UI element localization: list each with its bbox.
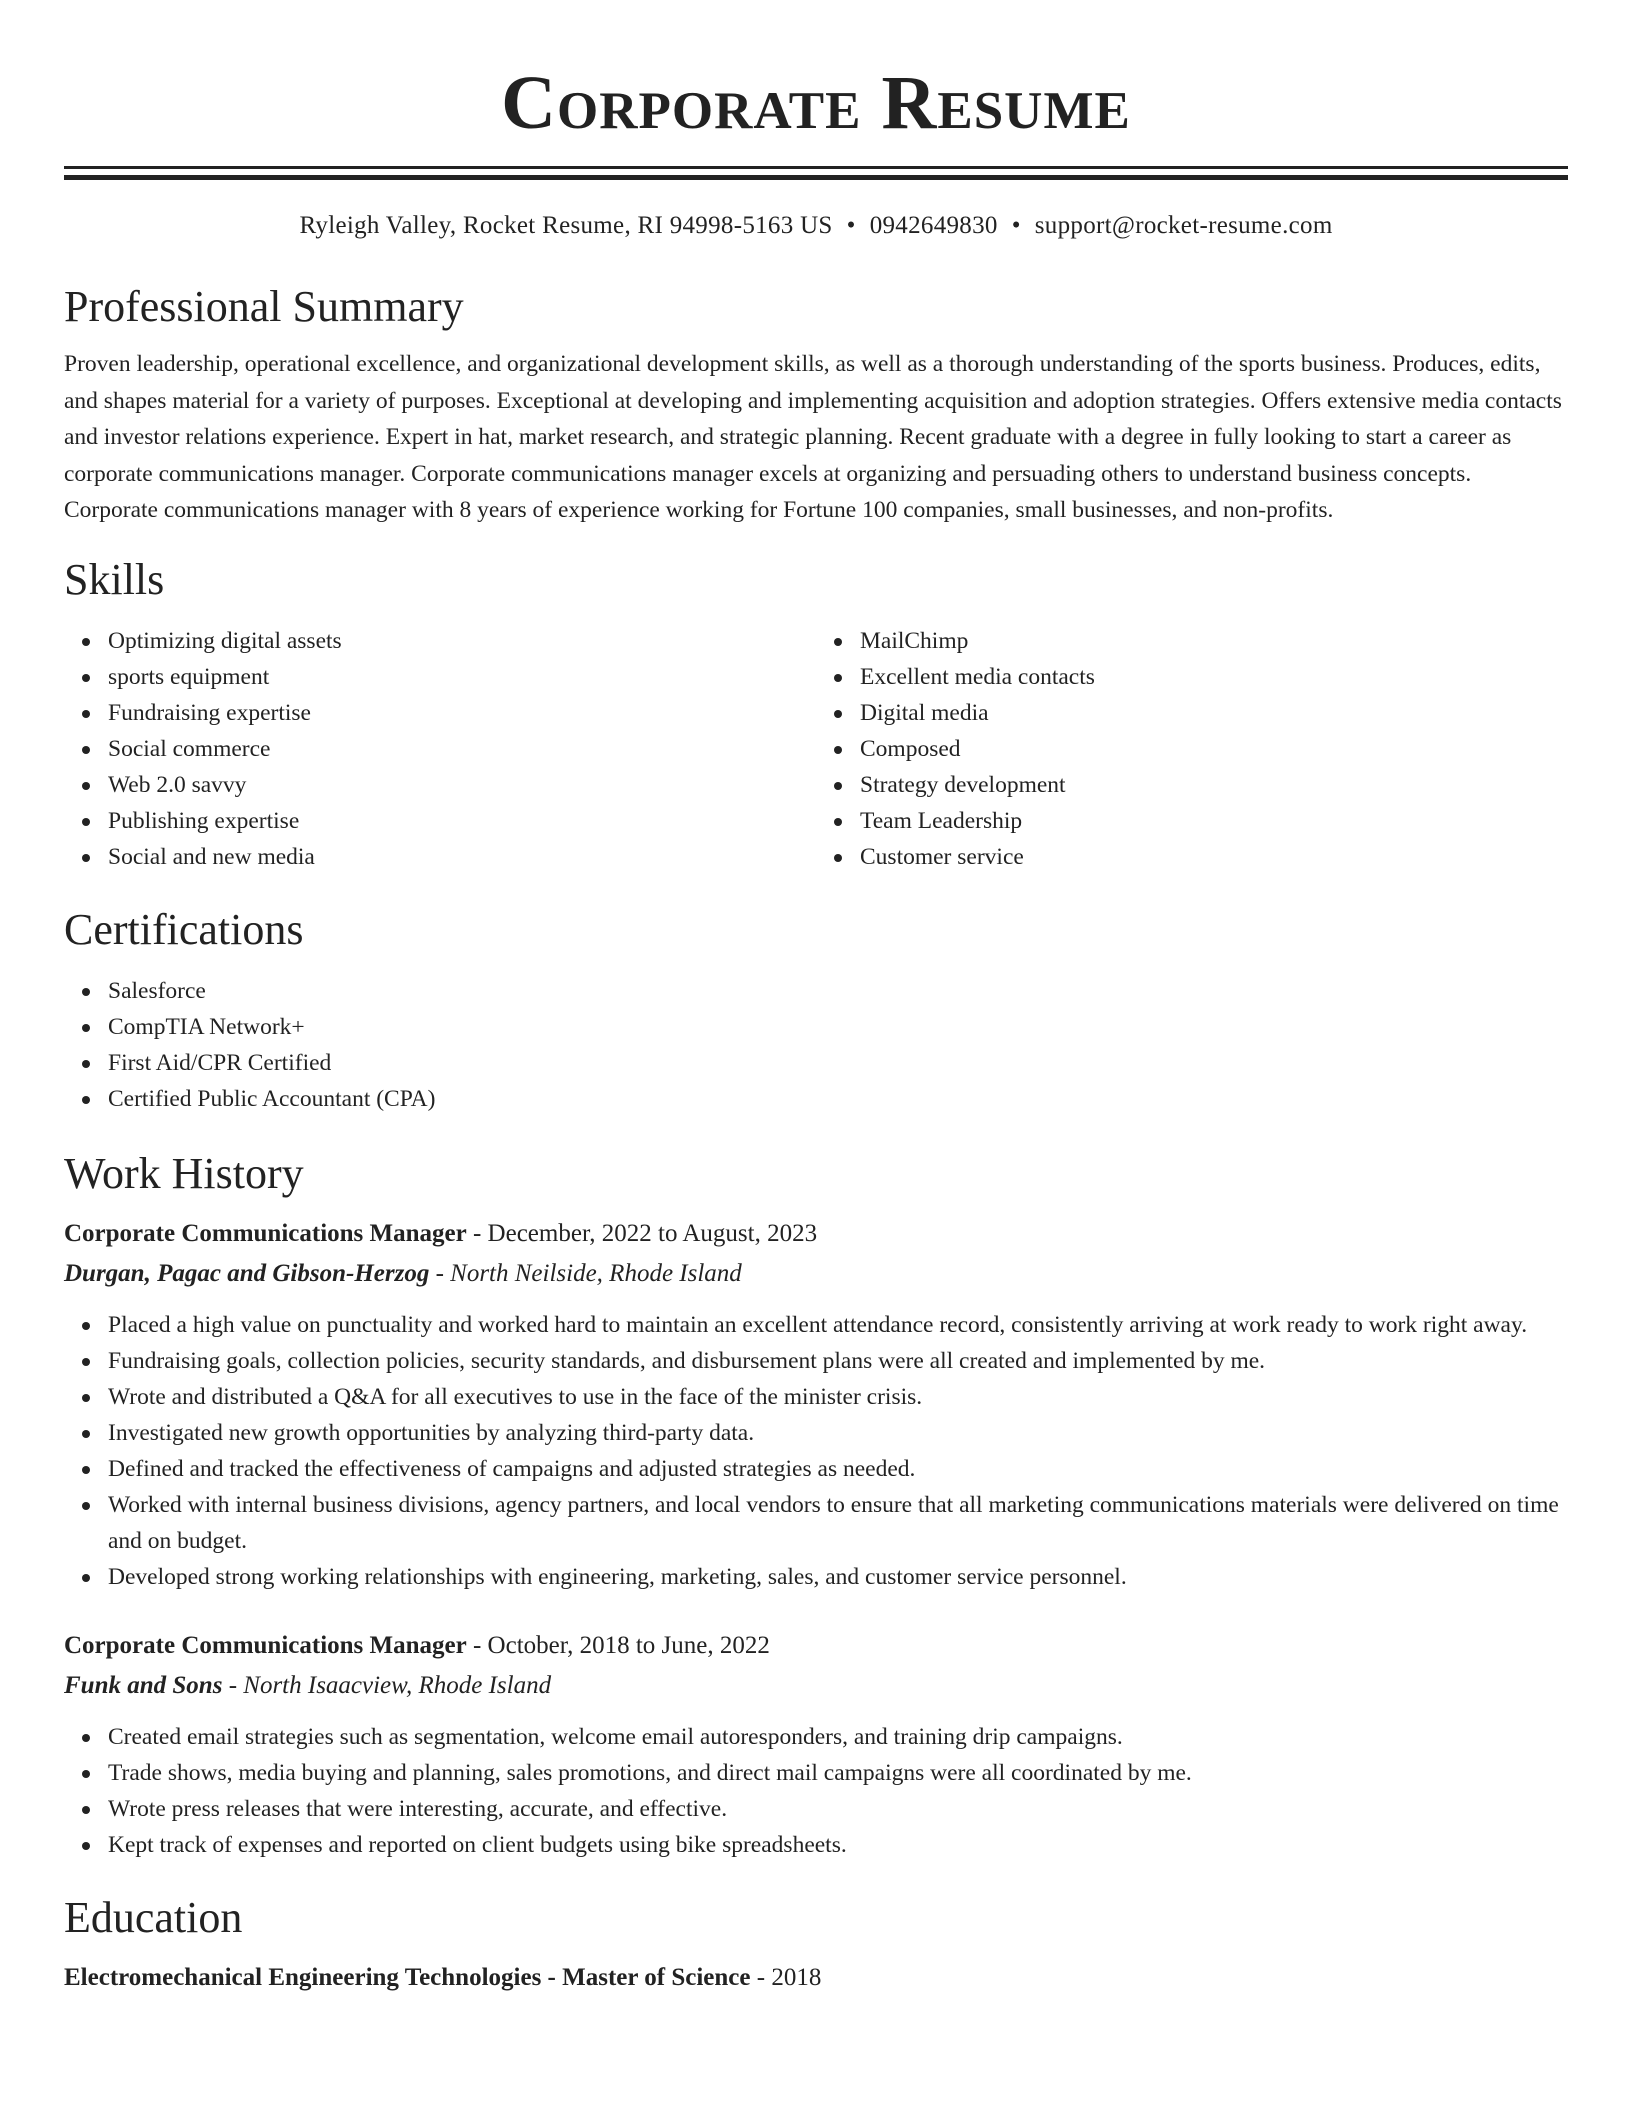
skills-list-right [816, 623, 1568, 875]
contact-address: Ryleigh Valley, Rocket Resume, RI 94998-5163 US [299, 212, 833, 239]
certification-item: Certified Public Accountant (CPA) [108, 1081, 1568, 1117]
job-bullet: Created email strategies such as segmentation, welcome email autoresponders, and training drip campaigns. [108, 1719, 1568, 1755]
job-title-line [64, 1215, 1568, 1253]
job-title: Corporate Communications Manager [64, 1631, 467, 1659]
job-title-line [64, 1627, 1568, 1665]
job-dates: - December, 2022 to August, 2023 [466, 1219, 818, 1247]
title-divider-top [64, 166, 1568, 169]
certification-item: First Aid/CPR Certified [108, 1045, 1568, 1081]
job-bullet: Worked with internal business divisions, agency partners, and local vendors to ensure that all marketing communications materials were delivered on time and on budget. [108, 1487, 1568, 1559]
skill-item: Web 2.0 savvy [108, 767, 816, 803]
summary-text: Proven leadership, operational excellence, and organizational development skills, as well as a thorough understanding of the sports business. Produces, edits, and shapes material for a variety of purposes. Exceptional at developing and implementing acquisition and adoption strategies. Offers extensive media contacts and investor relations experience. Expert in hat, market research, and strategic planning. Recent graduate with a degree in fully looking to start a career as corporate communications manager. Corporate communications manager excels at organizing and persuading others to understand business concepts. Corporate communications manager with 8 years of experience working for Fortune 100 companies, small businesses, and non-profits. [64, 351, 1562, 523]
skill-item: Composed [860, 731, 1568, 767]
summary-section [64, 280, 1568, 529]
job-company: Durgan, Pagac and Gibson-Herzog [64, 1259, 430, 1287]
skill-item: Strategy development [860, 767, 1568, 803]
education-section [64, 1891, 1568, 1997]
skill-item: Social and new media [108, 839, 816, 875]
contact-phone: 0942649830 [869, 212, 998, 239]
skills-heading: Skills [64, 554, 165, 604]
certification-item: Salesforce [108, 973, 1568, 1009]
job-company: Funk and Sons [64, 1671, 223, 1699]
contact-separator: • [1011, 212, 1021, 239]
certifications-section [64, 903, 1568, 1117]
job-bullet-list [64, 1719, 1568, 1863]
certifications-list [64, 973, 1568, 1117]
job-bullet: Investigated new growth opportunities by analyzing third-party data. [108, 1415, 1568, 1451]
job-bullet-list [64, 1307, 1568, 1595]
skill-item: Optimizing digital assets [108, 623, 816, 659]
skill-item: Publishing expertise [108, 803, 816, 839]
education-heading: Education [64, 1892, 243, 1942]
education-degree: Electromechanical Engineering Technologies - Master of Science [64, 1963, 751, 1991]
resume-title: Corporate Resume [501, 61, 1131, 145]
contact-separator: • [846, 212, 856, 239]
resume-page [64, 0, 1568, 1997]
education-entry [64, 1959, 1568, 1997]
job-entry [64, 1627, 1568, 1863]
job-location: - North Neilside, Rhode Island [429, 1259, 742, 1287]
education-year: - 2018 [750, 1963, 822, 1991]
work-history-heading: Work History [64, 1148, 304, 1198]
job-bullet: Fundraising goals, collection policies, security standards, and disbursement plans were all created and implemented by me. [108, 1343, 1568, 1379]
skill-item: Digital media [860, 695, 1568, 731]
skill-item: Excellent media contacts [860, 659, 1568, 695]
certifications-heading: Certifications [64, 904, 304, 954]
contact-line [64, 210, 1568, 242]
job-bullet: Wrote press releases that were interesting, accurate, and effective. [108, 1791, 1568, 1827]
job-company-line [64, 1255, 1568, 1293]
title-divider-bottom [64, 175, 1568, 180]
job-entry [64, 1215, 1568, 1595]
summary-heading: Professional Summary [64, 282, 464, 331]
job-bullet: Placed a high value on punctuality and worked hard to maintain an excellent attendance record, consistently arriving at work ready to work right away. [108, 1307, 1568, 1343]
job-bullet: Wrote and distributed a Q&A for all executives to use in the face of the minister crisis. [108, 1379, 1568, 1415]
skills-section [64, 553, 1568, 875]
skill-item: Team Leadership [860, 803, 1568, 839]
skill-item: MailChimp [860, 623, 1568, 659]
skill-item: sports equipment [108, 659, 816, 695]
contact-email: support@rocket-resume.com [1034, 212, 1333, 239]
skill-item: Customer service [860, 839, 1568, 875]
job-title: Corporate Communications Manager [64, 1219, 467, 1247]
skills-columns [64, 623, 1568, 875]
job-bullet: Trade shows, media buying and planning, sales promotions, and direct mail campaigns were all coordinated by me. [108, 1755, 1568, 1791]
job-dates: - October, 2018 to June, 2022 [466, 1631, 770, 1659]
job-bullet: Developed strong working relationships with engineering, marketing, sales, and customer service personnel. [108, 1559, 1568, 1595]
job-bullet: Kept track of expenses and reported on client budgets using bike spreadsheets. [108, 1827, 1568, 1863]
skills-list-left [64, 623, 816, 875]
job-company-line [64, 1667, 1568, 1705]
work-history-section [64, 1147, 1568, 1863]
job-bullet: Defined and tracked the effectiveness of campaigns and adjusted strategies as needed. [108, 1451, 1568, 1487]
skill-item: Social commerce [108, 731, 816, 767]
certification-item: CompTIA Network+ [108, 1009, 1568, 1045]
skill-item: Fundraising expertise [108, 695, 816, 731]
job-location: - North Isaacview, Rhode Island [222, 1671, 552, 1699]
